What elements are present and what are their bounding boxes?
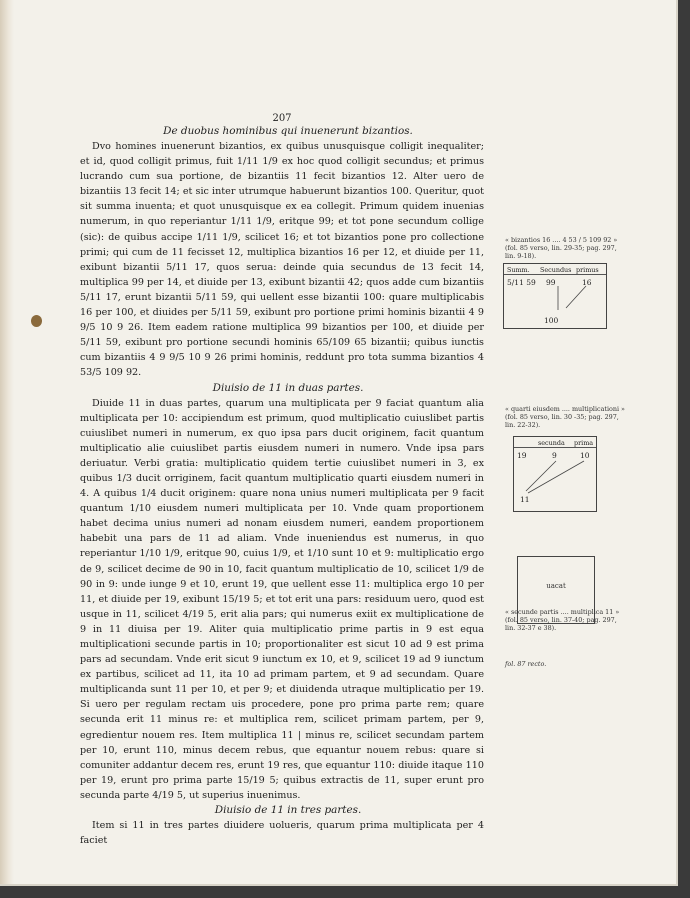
main-text-column xyxy=(80,124,484,848)
margin-diagram-summa xyxy=(503,263,607,329)
margin-note-3: « secunde partis .... multiplica 11 » (fol. 85 verso, lin. 37-40; pag. 297, lin. 32-37 e 38). xyxy=(505,608,620,632)
diagram1-value-secundus: 99 xyxy=(546,278,556,287)
diagram2-value-19: 19 xyxy=(517,451,527,460)
section-heading-diuisio-duas: Diuisio de 11 in duas partes. xyxy=(212,381,364,394)
diagram1-header-secundus: Secundus xyxy=(540,266,572,274)
diagram2-value-11: 11 xyxy=(520,495,530,504)
margin-note-2: « quarti eiusdem .... multiplicationi » (fol. 85 verso, lin. 30 -35; pag. 297, lin. 22-32). xyxy=(505,405,625,429)
section-heading-diuisio-tres: Diuisio de 11 in tres partes. xyxy=(214,804,362,817)
diagram2-value-9: 9 xyxy=(552,451,557,460)
paragraph-diuisio-tres: Item si 11 in tres partes diuidere uolueris, quarum prima multiplicata per 4 faciet xyxy=(80,820,484,847)
margin-note-1: « bizantios 16 .... 4 53 / 5 109 92 » (fol. 85 verso, lin. 29-35; pag. 297, lin. 9-18). xyxy=(505,236,618,260)
ink-stain xyxy=(31,315,42,327)
page-number: 207 xyxy=(272,113,292,124)
section-heading-duobus-hominibus: De duobus hominibus qui inuenerunt bizantios. xyxy=(163,125,413,137)
diagram1-header-primus: primus xyxy=(576,266,599,274)
margin-note-folio: fol. 87 recto. xyxy=(505,660,547,668)
vacat-label: uacat xyxy=(546,582,566,590)
paragraph-diuisio-duas: Diuide 11 in duas partes, quarum una multiplicata per 9 faciat quantum alia multiplicata per 10: accipiendum est primum, quod multiplicatio cuiuslibet partis cuiuslibet numeri in numerum, ex quo ipsa pars ducit originem, facit quantum multiplicatio alie cuiuslibet partis eiusdem numeri in numero. Vnde ipsa pars deriuatur. Verbi gratia: multiplicatio quidem tertie cuiuslibet numeri in 3, ex quibus 1/3 ducit orriginem, facit quantum multiplicatio quarti eiusdem numeri in 4. A quibus 1/4 ducit originem: quare nona unius numeri multiplicata per 9 facit quantum 1/10 eiusdem numeri multiplicata per 10. Vnde quam proportionem habet decima unius numeri ad nonam eiusdem numeri, eandem proportionem habebit una pars de 11 ad aliam. Vnde inueniendus est numerus, in quo reperiantur 1/10 1/9, eritque 90, cuius 1/9, et 1/10 sunt 10 et 9: multiplicatio ergo de 9, scilicet decime de 90 in 10, facit quantum multiplicatio de 10, scilicet 1/9 de 90 in 9: unde iunge 9 et 10, erunt 19, que uellent esse 11: multiplica ergo 10 per 11, et diuide per 19, exibunt 15/19 5; et tot erit una pars: residuum uero, quod est usque in 11, scilicet 4/19 5, erit alia pars; qui numerus exiit ex multiplicatione de 9 in 11 diuisa per 19. Aliter quia multiplicatio prime partis in 9 est equa multiplicationi secunde partis in 10; proportionaliter est sicut 10 ad 9 est prima pars ad secundam. Vnde erit sicut 9 iunctum ex 10, et 9, scilicet 19 ad 9 iunctum ex partibus, scilicet ad 11, ita 10 ad primam partem, et 9 ad secundam. Quare multiplicanda sunt 11 per 10, et per 9; et diuidenda utraque multiplicatio per 19. Si uero per regulam rectam uis procedere, pone pro prima parte rem; quare secunda erit 11 minus re: et multiplica rem, scilicet primam partem, per 9, egredientur nouem res. Item multiplica 11 | minus re, scilicet secundam partem per 10, erunt 110, minus decem rebus, que equantur nouem rebus: quare si comuniter addantur decem res, erunt 19 res, que equantur 110: diuide itaque 110 per 19, erunt pro prima parte 15/19 5; quibus extractis de 11, super erunt pro secunda parte 4/19 5, ut superius inuenimus. xyxy=(80,397,484,801)
diagram2-header-secunda: secunda xyxy=(538,439,565,447)
diagram2-header-prima: prima xyxy=(574,439,594,447)
diagram1-value-total: 100 xyxy=(544,316,559,325)
diagram1-header-summa: Summ. xyxy=(507,266,530,274)
diagram1-value-primus: 16 xyxy=(582,278,592,287)
page-binding-edge xyxy=(0,0,14,884)
margin-diagram-diuisio xyxy=(513,436,597,512)
diagram2-value-10: 10 xyxy=(580,451,590,460)
paragraph-duobus-hominibus: Dvo homines inuenerunt bizantios, ex quibus unusquisque colligit inequaliter; et id, quod colligit primus, fuit 1/11 1/9 ex hoc quod colligit secundus; et primus lucrando cum sua portione, de bizantiis 11 fecit bizantios 12. Alter uero de bizantiis 13 fecit 14; et sic inter utrumque habuerunt bizantios 100. Queritur, quot sit summa inuenta; et quot unusquisque ex ea collegit. Primum quidem inuenias numerum, in quo reperiantur 1/11 1/9, eritque 99; et tot pone secundum collige (sic): de quibus accipe 1/11 1/9, scilicet 16; et tot bizantios pone pro collectione primi; qui cum de 11 fecisset 12, multiplica bizantios 16 per 12, et diuide per 11, exibunt bizantii 5/11 17, quos serua: deinde quia secundus de 13 fecit 14, multiplica 99 per 14, et diuide per 13, exibunt bizantii 42; quos adde cum bizantiis 5/11 17, erunt bizantii 5/11 59, qui uellent esse bizantii 100: quare multiplicabis 16 per 100, et diuides per 5/11 59, exibunt pro portione primi hominis bizantii 4 9 9/5 10 9 26. Item eadem ratione multiplica 99 bizantios per 100, et diuide per 5/11 59, exibunt pro portione secundi hominis 65/109 65 bizantii; quibus iunctis cum bizantiis 4 9 9/5 10 9 26 primi hominis, reddunt pro tota summa bizantios 4 53/5 109 92. xyxy=(80,141,484,379)
diagram1-value-summa: 5/11 59 xyxy=(507,278,536,287)
